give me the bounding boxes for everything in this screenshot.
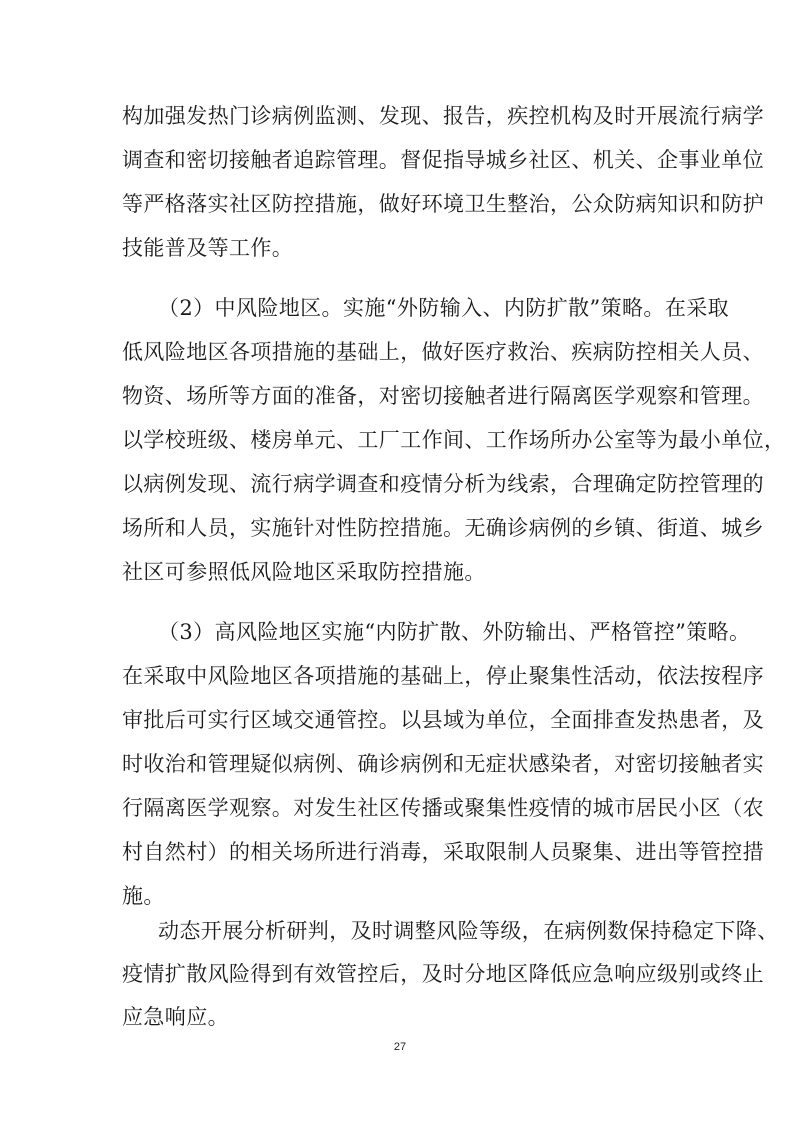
paragraph-3-line-1: （3）高风险地区实施“内防扩散、外防输出、严格管控”策略。 bbox=[158, 620, 751, 644]
paragraph-2-line-7: 社区可参照低风险地区采取防控措施。 bbox=[122, 560, 486, 584]
paragraph-2-line-1: （2）中风险地区。实施“外防输入、内防扩散”策略。在采取 bbox=[158, 296, 730, 320]
paragraph-2-line-5: 以病例发现、流行病学调查和疫情分析为线索，合理确定防控管理的 bbox=[122, 472, 764, 496]
paragraph-3-line-3: 审批后可实行区域交通管控。以县域为单位，全面排查发热患者，及 bbox=[122, 708, 764, 732]
paragraph-3-line-5: 行隔离医学观察。对发生社区传播或聚集性疫情的城市居民小区（农 bbox=[122, 796, 764, 820]
paragraph-3-line-4: 时收治和管理疑似病例、确诊病例和无症状感染者，对密切接触者实 bbox=[122, 752, 764, 776]
paragraph-2-line-6: 场所和人员，实施针对性防控措施。无确诊病例的乡镇、街道、城乡 bbox=[122, 516, 764, 540]
paragraph-2-line-3: 物资、场所等方面的准备，对密切接触者进行隔离医学观察和管理。 bbox=[122, 384, 764, 408]
paragraph-1-line-3: 等严格落实社区防控措施，做好环境卫生整治，公众防病知识和防护 bbox=[122, 192, 764, 216]
paragraph-2-line-2: 低风险地区各项措施的基础上，做好医疗救治、疾病防控相关人员、 bbox=[122, 340, 764, 364]
paragraph-3-line-7: 施。 bbox=[122, 884, 165, 908]
paragraph-1-line-4: 技能普及等工作。 bbox=[122, 236, 294, 260]
paragraph-4-line-1: 动态开展分析研判，及时调整风险等级，在病例数保持稳定下降、 bbox=[158, 919, 779, 943]
page-number: 27 bbox=[393, 1041, 407, 1053]
paragraph-1-line-1: 构加强发热门诊病例监测、发现、报告，疾控机构及时开展流行病学 bbox=[122, 104, 764, 128]
paragraph-3-line-6: 村自然村）的相关场所进行消毒，采取限制人员聚集、进出等管控措 bbox=[122, 840, 764, 864]
paragraph-2-line-4: 以学校班级、楼房单元、工厂工作间、工作场所办公室等为最小单位， bbox=[122, 428, 786, 452]
paragraph-4-line-2: 疫情扩散风险得到有效管控后，及时分地区降低应急响应级别或终止 bbox=[122, 962, 764, 986]
paragraph-1-line-2: 调查和密切接触者追踪管理。督促指导城乡社区、机关、企事业单位 bbox=[122, 148, 764, 172]
paragraph-4-line-3: 应急响应。 bbox=[122, 1005, 229, 1029]
paragraph-3-line-2: 在采取中风险地区各项措施的基础上，停止聚集性活动，依法按程序 bbox=[122, 664, 764, 688]
